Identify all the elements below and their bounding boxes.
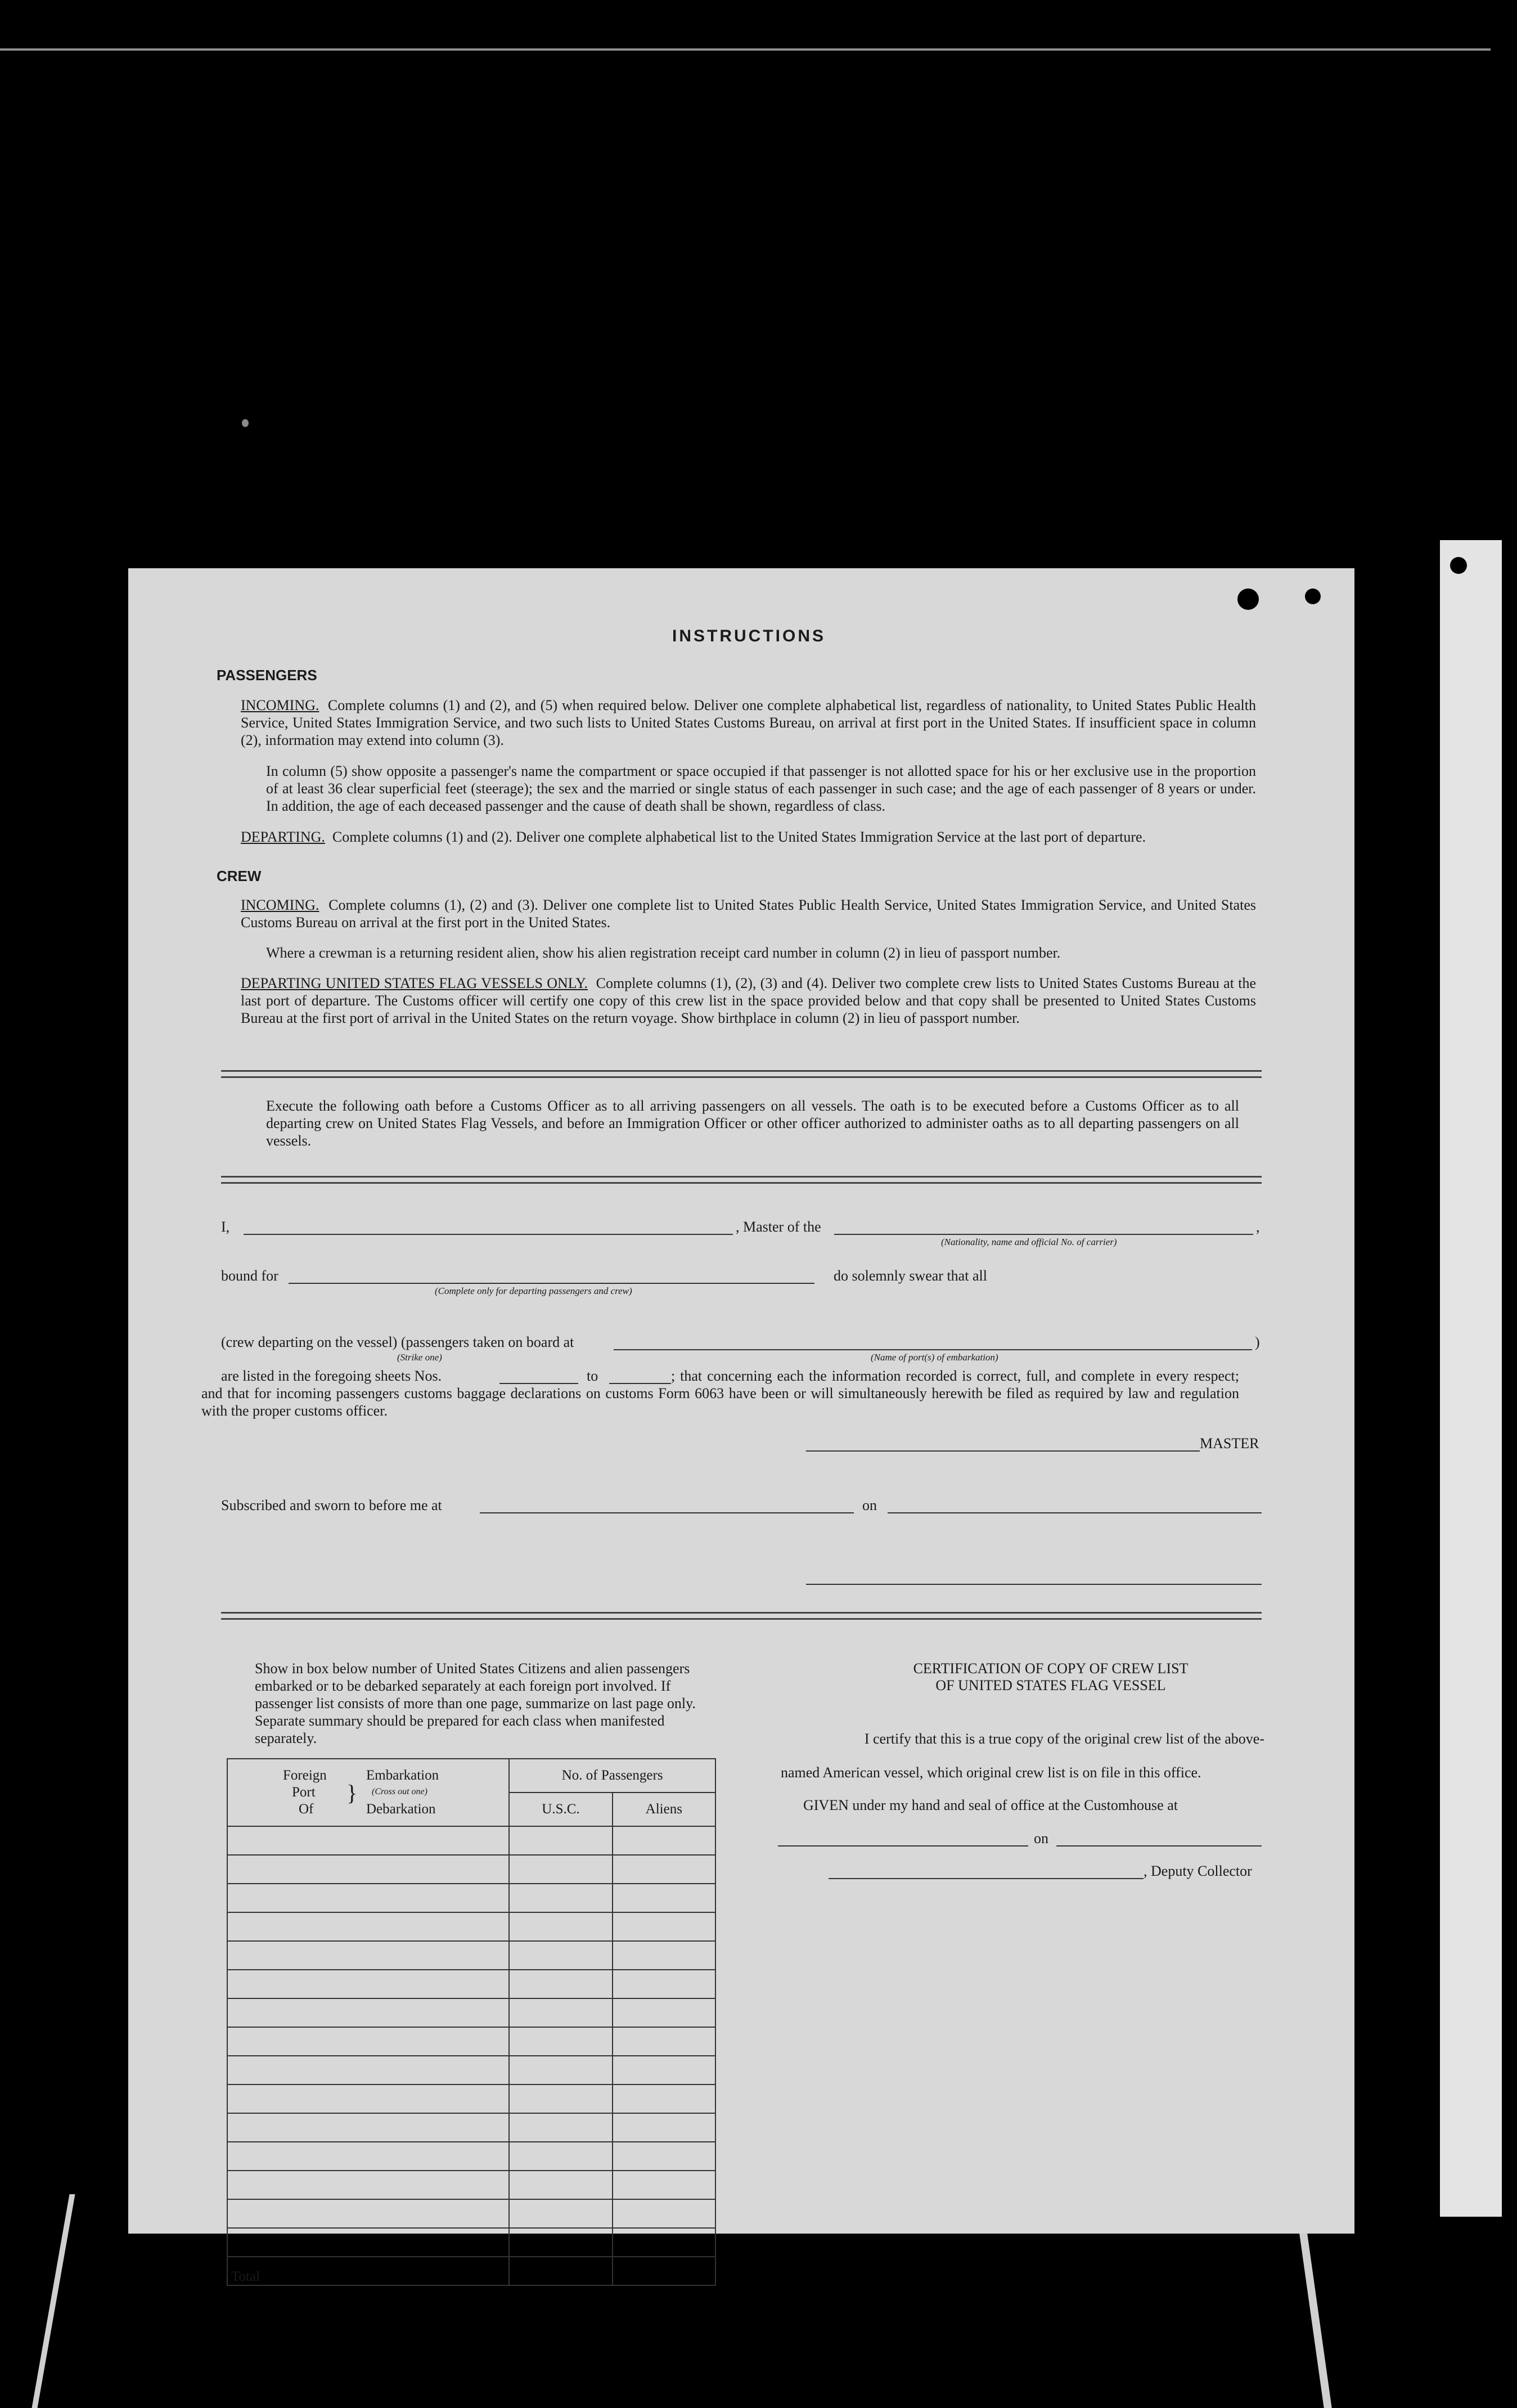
film-speck (242, 419, 249, 427)
flag-label: DEPARTING UNITED STATES FLAG VESSELS ONLY. (241, 975, 588, 991)
subscribed-text: Subscribed and sworn to before me at (221, 1497, 442, 1513)
master-of: , Master of the (736, 1219, 821, 1235)
listed-to: to (587, 1368, 598, 1384)
swear-text: do solemnly swear that all (834, 1268, 987, 1284)
bound-for-field[interactable] (289, 1283, 814, 1284)
table-cell[interactable] (227, 1855, 509, 1884)
table-cell[interactable] (227, 1912, 509, 1941)
table-cell[interactable] (227, 1941, 509, 1970)
strike-one-caption: (Strike one) (397, 1352, 442, 1363)
table-cell[interactable] (227, 2171, 509, 2199)
crew-list-form-back: INSTRUCTIONS PASSENGERS INCOMING. Complete columns (1) and (2), and (5) when required below. Deliver one complete alphabetical list, regardless of nationality, to United States Public Health Service, United States Immigration Service, and two such lists to United States Customs Bureau, on arrival at first port in the United States. If insufficient space in column (2), information may extend into column (3). In column (5) show opposite a passenger's name the compartment or space occupied if that passenger is not allotted space for his or her exclusive use in the proportion of at least 36 clear superficial feet (steerage); the sex and the married or single status of each passenger in such case; and the age of each passenger of 8 years or under. In addition, the age of each deceased passenger and the cause of death shall be shown, regardless of class. DEPARTING. Complete columns (1) and (2). Deliver one complete alphabetical list to the United States Immigration Service at the last port of departure. CREW INCOMING. Complete columns (1), (2) and (3). Deliver one complete list to United States Public Health Service, United States Immigration Service, and United States Customs Bureau on arrival at the first port in the United States. Where a crewman is a returning resident alien, show his alien registration receipt card number in column (2) in lieu of passport number. DEPARTING UNITED STATES FLAG VESSELS ONLY. Complete columns (1), (2), (3) and (4). Deliver two complete crew lists to United States Customs Bureau at the last port of departure. The Customs officer will certify one copy of this crew list in the space provided below and that copy shall be presented to United States Customs Bureau at the first port of arrival in the United States on the return voyage. Show birthplace in column (2) in lieu of passport number. Execute the following oath before a Customs Officer as to all arriving passengers on all vessels. The oath is to be executed before a Customs Officer as to all departing crew on United States Flag Vessels, and before an Immigration Officer or other officer authorized to administer oaths as to all departing passengers on all vessels. I, , Master of the , (Nationality, name and official No. of carrier) bound for do solemnly swear that all (Complete only for departing passengers and crew) (crew departing on the vessel) (passengers taken on board at ) (Strike one) (Name of port(s) of embarkation) are listed in the foregoing sheets Nos. to ; that concerning each the information recorded is correct, full, and complete in every respect; and that for incoming passengers customs baggage declarations on customs Form 6063 have been or will simultaneously herewith be filed as required by law and regulation with the proper customs officer. MASTER Subscribed and sworn to before me at on Show in box below number of United States Citizens and alien passengers embarked or to be debarked separately at each foreign port involved. If passenger list consists of more than one page, summarize on last page only. Separate summary should be prepared for each class when manifested separately. Foreign Port Of } Embarkation (Cross out one) Debarkation No. of Passengers U.S.C. Aliens Total CERTIFICATION OF COPY OF CREW LIST OF UNITED STATES FLAG VESSEL I certify that this is a true copy of the original crew list of the above- named American vessel, which original crew list is on file in this office. GIVEN under my hand and seal of office at the Customhouse at on , Deputy Collector (128, 568, 1354, 2234)
given-date-field[interactable] (1056, 1845, 1262, 1847)
crew-incoming (241, 896, 1256, 931)
passengers-departing (241, 828, 1256, 846)
double-rule (221, 1176, 1262, 1184)
table-cell[interactable] (227, 2142, 509, 2171)
departing-label: DEPARTING. (241, 829, 325, 845)
column5-instructions: In column (5) show opposite a passenger's name the compartment or space occupied if that passenger is not allotted space for his or her exclusive use in the proportion of at least 36 clear superficial feet (steerage); the sex and the married or single status of each passenger in such case; and the age of each passenger of 8 years or under. In addition, the age of each deceased passenger and the cause of death shall be shown, regardless of class. (266, 763, 1256, 814)
crew-incoming-text: Complete columns (1), (2) and (3). Deliver one complete list to United States Public Health Service, United States Immigration Service, and United States Customs Bureau on arrival at the first port in the United States. (241, 897, 1256, 931)
listed-text: ; that concerning each the information recorded is correct, full, and complete in every respect; and that for incoming passengers customs baggage declarations on customs Form 6063 have been or will simultaneously herewith be filed as required by law and regulation with the proper customs officer. (201, 1368, 1239, 1419)
certify-text-2: named American vessel, which original crew list is on file in this office. (781, 1764, 1201, 1781)
page-edge (31, 2194, 75, 2408)
passengers-incoming (241, 697, 1256, 749)
adjacent-page-strip (1440, 540, 1502, 2217)
instructions-title: INSTRUCTIONS (672, 627, 826, 645)
master-name-field[interactable] (244, 1234, 733, 1235)
no-passengers-header: No. of Passengers (509, 1759, 715, 1792)
table-cell[interactable] (227, 1884, 509, 1912)
table-cell[interactable] (227, 1998, 509, 2027)
table-cell[interactable] (227, 2056, 509, 2084)
table-cell[interactable] (227, 2228, 509, 2257)
master-label: MASTER (1200, 1435, 1259, 1452)
subscribed-on: on (862, 1497, 877, 1513)
oath-i: I, (221, 1219, 230, 1235)
deputy-collector: , Deputy Collector (1144, 1863, 1252, 1879)
given-text: GIVEN under my hand and seal of office at the Customhouse at (803, 1797, 1178, 1813)
departing-text: Complete columns (1) and (2). Deliver one complete alphabetical list to the United States Immigration Service at the last port of departure. (332, 829, 1146, 845)
ports-caption: (Name of port(s) of embarkation) (871, 1352, 998, 1363)
film-top-line (0, 48, 1491, 51)
subscribed-date-field[interactable] (888, 1512, 1262, 1513)
nationality-caption: (Nationality, name and official No. of carrier) (941, 1237, 1117, 1247)
incoming-text: Complete columns (1) and (2), and (5) when required below. Deliver one complete alphabetical list, regardless of nationality, to United States Public Health Service, United States Immigration Service, and two such lists to United States Customs Bureau, on arrival at first port in the United States. If insufficient space in column (2), information may extend into column (3). (241, 697, 1256, 748)
deputy-signature-field[interactable] (829, 1878, 1144, 1879)
subscribed-place-field[interactable] (480, 1512, 854, 1513)
flag-text: Complete columns (1), (2), (3) and (4). Deliver two complete crew lists to United States Customs Bureau at the last port of departure. The Customs officer will certify one copy of this crew list in the space provided below and that copy shall be presented to United States Customs Bureau at the first port of arrival in the United States on the return voyage. Show birthplace in column (2) in lieu of passport number. (241, 975, 1256, 1026)
punch-hole (1450, 557, 1467, 574)
listed-sheets: are listed in the foregoing sheets Nos. (221, 1368, 442, 1384)
summary-instructions: Show in box below number of United States Citizens and alien passengers embarked or to be debarked separately at each foreign port involved. If passenger list consists of more than one page, summarize on last page only. Separate summary should be prepared for each class when manifested separately. (255, 1660, 696, 1746)
table-cell[interactable] (227, 2199, 509, 2228)
passengers-heading: PASSENGERS (217, 667, 317, 684)
double-rule (221, 1612, 1262, 1620)
incoming-label: INCOMING. (241, 697, 319, 713)
table-cell[interactable] (227, 2084, 509, 2113)
certification-title-1: CERTIFICATION OF COPY OF CREW LIST (913, 1660, 1189, 1677)
table-cell[interactable] (227, 1826, 509, 1855)
complete-only-caption: (Complete only for departing passengers and crew) (435, 1286, 632, 1296)
table-cell[interactable] (227, 2027, 509, 2056)
close-paren: ) (1255, 1334, 1260, 1350)
flag-vessels (241, 974, 1256, 1027)
crew-incoming-label: INCOMING. (241, 897, 319, 913)
given-on: on (1034, 1830, 1048, 1847)
crewman-instructions: Where a crewman is a returning resident alien, show his alien registration receipt card number in column (2) in lieu of passport number. (266, 945, 1061, 961)
table-cell[interactable] (227, 1970, 509, 1998)
crew-heading: CREW (217, 868, 262, 884)
certification-title-2: OF UNITED STATES FLAG VESSEL (935, 1677, 1166, 1693)
aliens-header: Aliens (613, 1792, 715, 1826)
customhouse-field[interactable] (778, 1845, 1028, 1847)
certify-text-1: I certify that this is a true copy of the original crew list of the above- (864, 1731, 1264, 1747)
table-cell[interactable] (227, 2113, 509, 2142)
usc-header: U.S.C. (509, 1792, 612, 1826)
bound-for: bound for (221, 1268, 278, 1284)
carrier-field[interactable] (834, 1234, 1253, 1235)
punch-hole (1237, 588, 1259, 610)
total-label: Total (227, 2257, 509, 2285)
port-header: Foreign Port Of } Embarkation (Cross out one) Debarkation (227, 1759, 509, 1826)
officer-signature-field[interactable] (806, 1584, 1262, 1585)
crew-passengers: (crew departing on the vessel) (passengers taken on board at (221, 1334, 574, 1350)
double-rule (221, 1070, 1262, 1078)
oath-intro: Execute the following oath before a Customs Officer as to all arriving passengers on all vessels. The oath is to be executed before a Customs Officer as to all departing crew on United States Flag Vessels, and before an Immigration Officer or other officer authorized to administer oaths as to all departing passengers on all vessels. (266, 1098, 1239, 1149)
master-signature-field[interactable] (806, 1450, 1200, 1452)
passenger-summary-table (227, 1758, 716, 2286)
punch-hole (1305, 588, 1321, 604)
embarkation-ports-field[interactable] (614, 1349, 1252, 1350)
